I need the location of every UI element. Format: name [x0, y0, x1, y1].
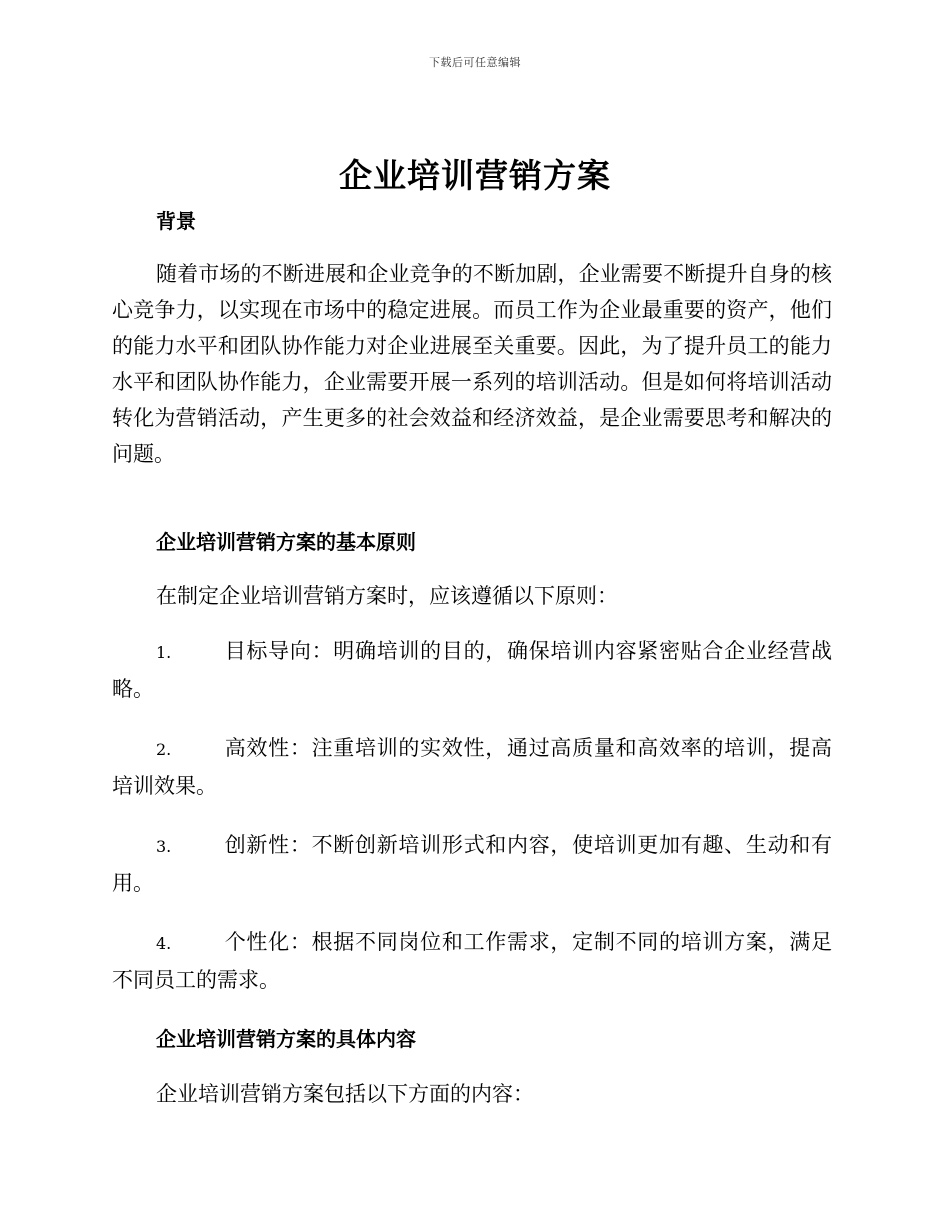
list-item-number: 4.	[156, 934, 172, 953]
list-item-number: 3.	[156, 837, 172, 856]
page-header-note: 下载后可任意编辑	[429, 56, 521, 69]
list-item-number: 2.	[156, 740, 172, 759]
list-item-text: 创新性：不断创新培训形式和内容，使培训更加有趣、生动和有用。	[112, 833, 832, 895]
list-item	[112, 924, 832, 998]
document-title: 企业培训营销方案	[339, 156, 611, 195]
section-heading-content: 企业培训营销方案的具体内容	[156, 1027, 416, 1051]
principles-intro: 在制定企业培训营销方案时，应该遵循以下原则：	[156, 584, 618, 608]
background-paragraph: 随着市场的不断进展和企业竞争的不断加剧，企业需要不断提升自身的核心竞争力，以实现在市场中的稳定进展。而员工作为企业最重要的资产，他们的能力水平和团队协作能力对企业进展至关重要。因此，为了提升员工的能力水平和团队协作能力，企业需要开展一系列的培训活动。但是如何将培训活动转化为营销活动，产生更多的社会效益和经济效益，是企业需要思考和解决的问题。	[112, 262, 832, 466]
list-item-text: 目标导向：明确培训的目的，确保培训内容紧密贴合企业经营战略。	[112, 639, 832, 701]
content-intro: 企业培训营销方案包括以下方面的内容：	[156, 1082, 534, 1106]
list-item-text: 个性化：根据不同岗位和工作需求，定制不同的培训方案，满足不同员工的需求。	[112, 930, 832, 992]
list-item	[112, 730, 832, 804]
list-item-number: 1.	[156, 643, 172, 662]
list-item-text: 高效性：注重培训的实效性，通过高质量和高效率的培训，提高培训效果。	[112, 736, 832, 798]
section-heading-principles: 企业培训营销方案的基本原则	[156, 530, 416, 554]
section-heading-background: 背景	[156, 209, 196, 233]
list-item	[112, 633, 832, 707]
list-item	[112, 827, 832, 901]
